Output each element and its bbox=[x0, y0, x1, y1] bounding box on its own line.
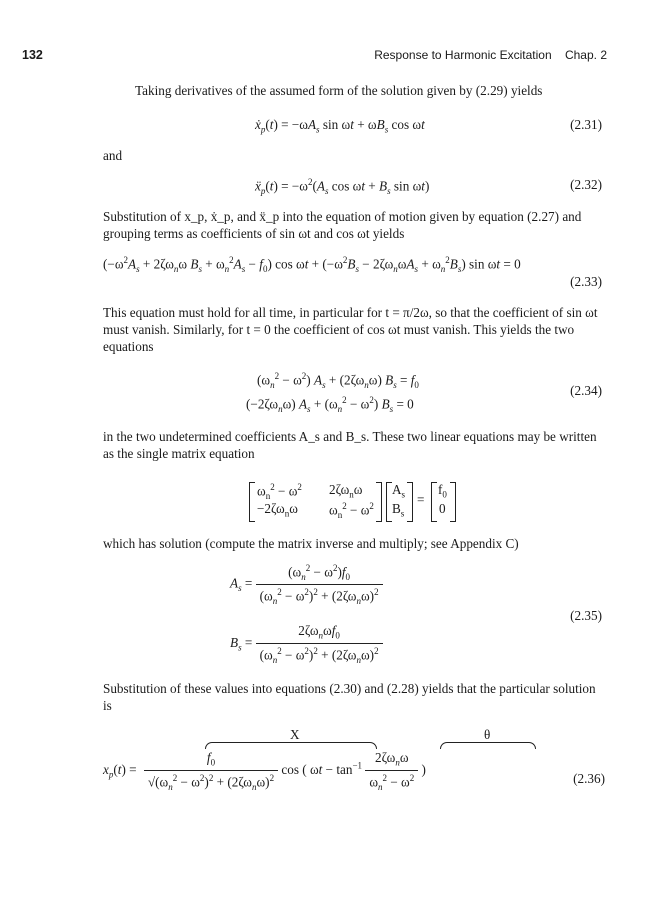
running-head bbox=[374, 48, 607, 62]
overbrace-label-theta: θ bbox=[484, 727, 491, 742]
equation-acceleration: ẍ$_p$(t) = $-\omega^2(A_s$ $\cos \omega t + B_s$ sin ωt) bbox=[255, 177, 430, 197]
running-title: Response to Harmonic Excitation bbox=[374, 48, 552, 62]
equation-number-2-35: (2.35) bbox=[570, 608, 602, 623]
equation-number-2-31: (2.31) bbox=[570, 117, 602, 132]
rhs-right-bracket bbox=[450, 482, 456, 522]
paragraph-matrix-intro: in the two undetermined coefficients A_s and B_s. These two linear equations may be written as the single matrix equation bbox=[103, 429, 597, 461]
equation-particular-solution: $x_p(t)$ = $\frac{f_0}{√(\omega_n^2 - \omega^2)^2 + (2\zeta\omega_n\omega)^2}$ cos ( $\omega t - \tan^{-1}$ $\frac{2\zeta\omega_n\omega}{\omega_n^2 - \omega^2}$ ) bbox=[103, 750, 426, 792]
paragraph-solution-intro: which has solution (compute the matrix inverse and multiply; see Appendix C) bbox=[103, 536, 519, 551]
equation-number-2-36: (2.36) bbox=[573, 771, 605, 786]
paragraph-intro: Taking derivatives of the assumed form of the solution given by (2.29) yields bbox=[135, 83, 543, 98]
equation-Bs: $B_s$ = $\frac{2\zeta\omega_n\omega f_0}{(\omega_n^2 - \omega^2)^2 + (2\zeta\omega_n\omega)^2}$ bbox=[230, 623, 383, 665]
chapter-label: Chap. 2 bbox=[564, 48, 607, 62]
vector-right-bracket bbox=[407, 482, 413, 522]
paragraph-substitution: Substitution of x_p, ẋ_p, and ẍ_p into the equation of motion given by equation (2.27) and grouping terms as coefficients of sin ωt and cos ωt yields bbox=[103, 209, 582, 241]
paragraph-coefficients: This equation must hold for all time, in particular for t = π/2ω, so that the coefficient of sin ωt must vanish. Similarly, for t = 0 the coefficient of cos ωt must vanish. This yields the two equations bbox=[103, 305, 598, 354]
equation-As: $A_s$ = $\frac{(\omega_n^2 - \omega^2)f_0}{(\omega_n^2 - \omega^2)^2 + (2\zeta\omega_n\omega)^2}$ bbox=[230, 563, 383, 606]
equation-number-2-34: (2.34) bbox=[570, 383, 602, 398]
page-number: 132 bbox=[22, 48, 43, 62]
overbrace-amplitude bbox=[205, 742, 377, 749]
rhs-left-bracket bbox=[431, 482, 437, 522]
equation-velocity: ẋ$_p$(t) = $-\omega A_s$ $\sin \omega t + \omega B_s$ cos ωt bbox=[255, 117, 425, 135]
paragraph-particular-solution: Substitution of these values into equations (2.30) and (2.28) yields that the particular solution is bbox=[103, 681, 596, 713]
equation-grouped-terms: ($-\omega^2A_s + 2\zeta\omega_n\omega$ $B_s + \omega_n^2A_s - f_0$) $\cos \omega t + (-\omega^2B_s - 2\zeta\omega_n\omega A_s + \omega_n^2B_s)$ sin ωt = 0 bbox=[103, 255, 521, 275]
equation-number-2-33: (2.33) bbox=[570, 274, 602, 289]
overbrace-label-X: X bbox=[290, 727, 300, 742]
equation-system-row-2: $(-2\zeta\omega_n\omega) A_s + (\omega_n^2 - \omega^2) B_s = 0$ bbox=[246, 395, 414, 415]
overbrace-phase bbox=[440, 742, 536, 749]
matrix-right-bracket bbox=[376, 482, 382, 522]
equation-number-2-32: (2.32) bbox=[570, 177, 602, 192]
matrix-left-bracket bbox=[249, 482, 255, 522]
equation-system-row-1: $(\omega_n^2 - \omega^2) A_s + (2\zeta\omega_n\omega) B_s = f_0$ bbox=[257, 371, 419, 391]
text-and: and bbox=[103, 148, 123, 163]
page-header bbox=[22, 48, 607, 68]
